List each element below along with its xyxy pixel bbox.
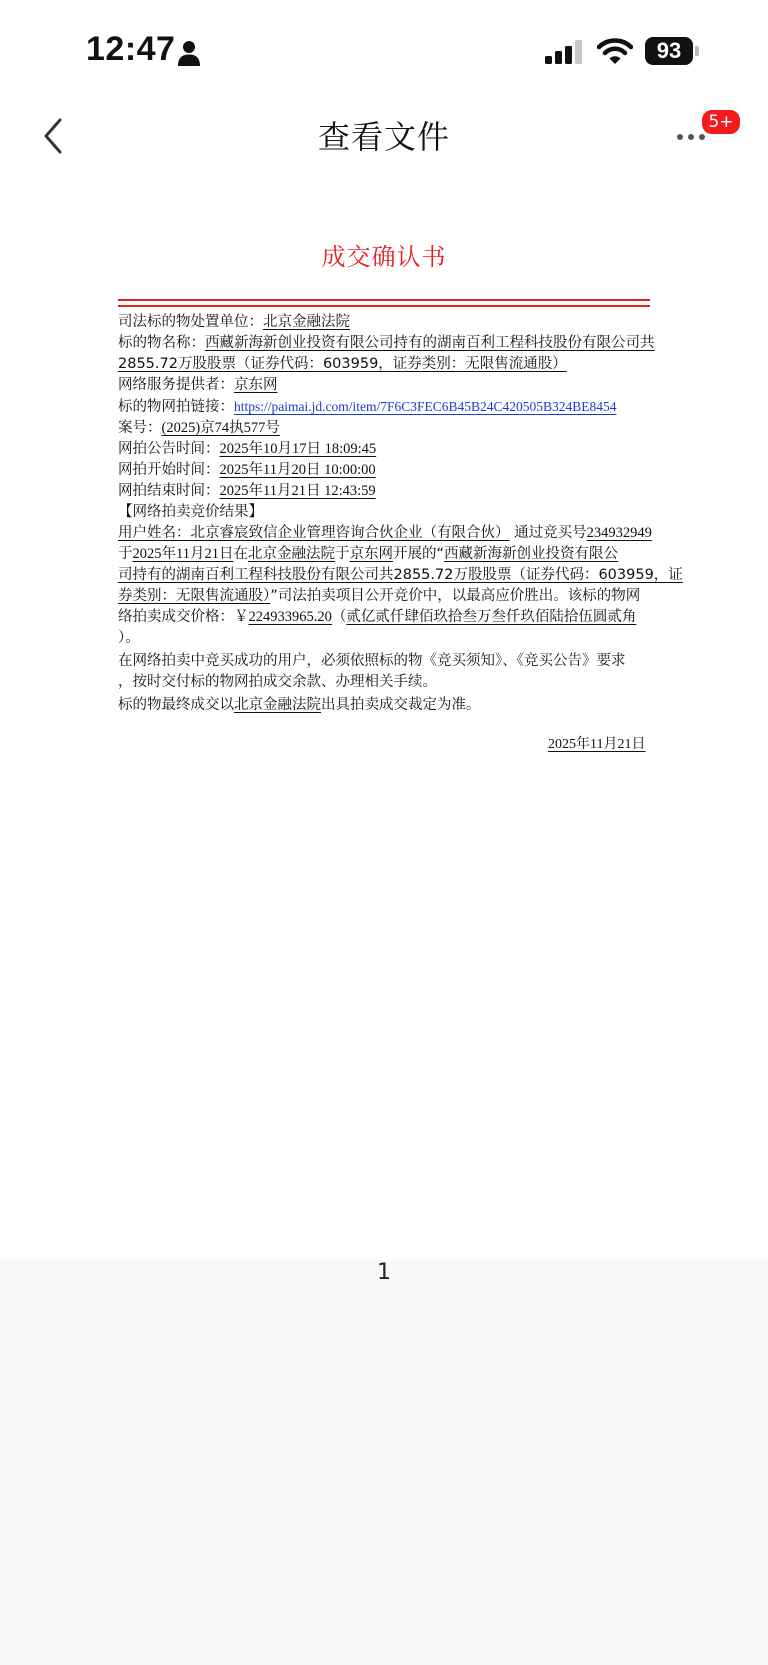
notice-line-2: ，按时交付标的物网拍成交余款、办理相关手续。 (118, 674, 437, 690)
battery-cap (695, 46, 699, 56)
document-body (118, 312, 683, 716)
notice-line-1: 在网络拍卖中竞买成功的用户，必须依照标的物《竞买须知》、《竞买公告》要求 (118, 653, 626, 669)
start-line: 网拍开始时间：2025年11月20日 10:00:00 (118, 462, 376, 478)
provider-value: 京东网 (234, 377, 278, 393)
result-line-2: 于2025年11月21日在北京金融法院于京东网开展的“西藏新海新创业投资有限公 (118, 546, 618, 562)
title-divider (118, 299, 650, 301)
result-item-cont: 司持有的湖南百利工程科技股份有限公司共2855.72万股股票（证券代码：603959，证 (118, 567, 683, 583)
notification-badge: 5+ (700, 108, 742, 136)
person-icon (177, 40, 201, 66)
user-name: 用户姓名：北京睿宸致信企业管理咨询合伙企业（有限合伙） (118, 525, 510, 541)
announce-value: 2025年10月17日 18:09:45 (219, 441, 377, 457)
result-line-3 (118, 565, 683, 586)
nav-bar (0, 100, 768, 172)
case-value: (2025)京74执577号 (161, 420, 280, 436)
end-value: 2025年11月21日 12:43:59 (219, 483, 376, 499)
result-heading: 【网络拍卖竞价结果】 (118, 504, 263, 520)
subject-value: 西藏新海新创业投资有限公司持有的湖南百利工程科技股份有限公司共 (205, 335, 655, 351)
bid-number: 234932949 (586, 525, 652, 541)
result-court: 北京金融法院 (247, 546, 335, 562)
result-platform: 京东网 (349, 546, 393, 562)
page-title: 查看文件 (317, 118, 450, 156)
result-date: 2025年11月21日 (132, 546, 234, 562)
announce-line: 网拍公告时间：2025年10月17日 18:09:45 (118, 441, 377, 457)
result-item-end: 券类别：无限售流通股） (118, 588, 271, 604)
wifi-icon (597, 37, 633, 65)
result-line-4: 券类别：无限售流通股）”司法拍卖项目公开竞价中，以最高应价胜出。该标的物网 (118, 588, 641, 604)
signed-date: 2025年11月21日 (548, 737, 646, 752)
final-line: 标的物最终成交以北京金融法院出具拍卖成交裁定为准。 (118, 697, 481, 713)
court-value: 北京金融法院 (263, 314, 350, 330)
page-number: 1 (377, 1260, 391, 1285)
final-court: 北京金融法院 (234, 697, 321, 713)
provider-line: 网络服务提供者：京东网 (118, 377, 278, 393)
battery-icon (645, 37, 699, 65)
status-bar (0, 0, 768, 100)
result-line-1: 用户姓名：北京睿宸致信企业管理咨询合伙企业（有限合伙） 通过竞买号234932949 (118, 525, 652, 541)
result-line-5: 络拍卖成交价格：￥224933965.20（贰亿贰仟肆佰玖拾叁万叁仟玖佰陆拾伍圆贰角 (118, 609, 637, 625)
document-title: 成交确认书 (321, 243, 447, 271)
price-chinese: 贰亿贰仟肆佰玖拾叁万叁仟玖佰陆拾伍圆贰角 (346, 609, 637, 625)
link-line: 标的物网拍链接：https://paimai.jd.com/item/7F6C3FEC6B45B24C420505B324BE8454 (118, 399, 617, 415)
subject-line-cont (118, 354, 654, 375)
cellular-signal-icon (545, 40, 585, 64)
court-line: 司法标的物处置单位：北京金融法院 (118, 314, 350, 330)
subject-line: 标的物名称：西藏新海新创业投资有限公司持有的湖南百利工程科技股份有限公司共 (118, 335, 655, 351)
status-time: 12:47 (86, 30, 176, 68)
title-divider-second (118, 305, 650, 307)
end-line: 网拍结束时间：2025年11月21日 12:43:59 (118, 483, 376, 499)
subject-value-cont: 2855.72万股股票（证券代码：603959，证券类别：无限售流通股） (118, 356, 567, 372)
case-line: 案号：(2025)京74执577号 (118, 420, 280, 436)
result-line-6: ）。 (118, 630, 140, 646)
battery-level: 93 (645, 37, 693, 65)
document-page (0, 175, 768, 1260)
result-item: 西藏新海新创业投资有限公 (443, 546, 618, 562)
price-number: 224933965.20 (248, 609, 332, 625)
start-value: 2025年11月20日 10:00:00 (219, 462, 376, 478)
auction-link[interactable]: https://paimai.jd.com/item/7F6C3FEC6B45B24C420505B324BE8454 (234, 399, 617, 414)
